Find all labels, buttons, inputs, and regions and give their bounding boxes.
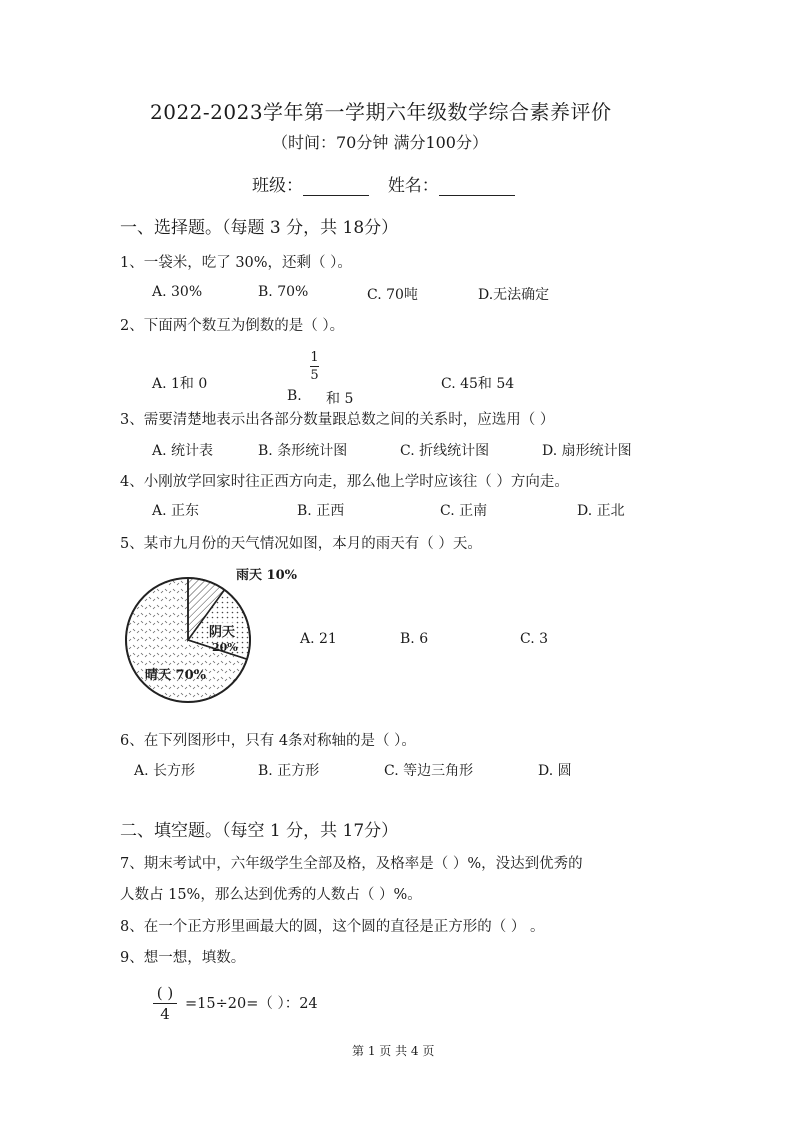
class-blank[interactable]	[303, 177, 369, 196]
pie-label-cloudy: 阴天	[209, 621, 235, 640]
q4-option-b: B. 正西	[297, 503, 345, 519]
q4-option-c: C. 正南	[440, 503, 488, 519]
q1-option-a: A. 30%	[152, 284, 203, 300]
section-heading-fill: 二、填空题。（每空 1 分，共 17分）	[120, 821, 399, 841]
question-5: 5、某市九月份的天气情况如图，本月的雨天有（ ）天。	[120, 536, 482, 552]
q9-fraction	[153, 983, 177, 1023]
class-label: 班级：	[252, 176, 303, 196]
q6-option-b: B. 正方形	[258, 763, 320, 779]
q2-option-b-suffix: 和 5	[326, 391, 354, 407]
pie-label-cloudy-pct: 20%	[212, 641, 238, 654]
question-2: 2、下面两个数互为倒数的是（ ）。	[120, 318, 345, 334]
question-8: 8、在一个正方形里画最大的圆，这个圆的直径是正方形的（ ） 。	[120, 919, 545, 935]
class-field	[252, 171, 515, 196]
page-number: 第 1 页 共 4 页	[352, 1044, 435, 1058]
q5-option-b: B. 6	[400, 631, 429, 647]
fraction-one-fifth	[310, 350, 319, 383]
question-6: 6、在下列图形中，只有 4条对称轴的是（ ）。	[120, 733, 416, 749]
q9-fraction-numerator[interactable]: ( )	[156, 984, 174, 1002]
q2-option-b-label: B.	[287, 388, 302, 404]
q1-option-c: C. 70吨	[367, 287, 418, 303]
question-1: 1、一袋米，吃了 30%，还剩（ ）。	[120, 255, 352, 271]
q3-option-d: D. 扇形统计图	[542, 443, 632, 459]
q9-expression: =15÷20=（ ）：24	[185, 996, 318, 1012]
q9-fraction-denominator: 4	[160, 1005, 170, 1023]
q2-option-b-fraction	[310, 349, 319, 383]
pie-label-rain: 雨天 10%	[236, 568, 297, 583]
exam-info: （时间：70分钟 满分100分）	[272, 133, 488, 152]
q9-fraction-bar	[153, 1003, 177, 1004]
fraction-denominator: 5	[310, 368, 319, 383]
q3-option-a: A. 统计表	[152, 443, 214, 459]
name-label: 姓名：	[387, 176, 439, 196]
pie-label-sunny: 晴天 70%	[145, 668, 206, 683]
q5-option-c: C. 3	[520, 631, 549, 647]
q6-option-c: C. 等边三角形	[384, 763, 474, 779]
question-9: 9、想一想，填数。	[120, 950, 246, 966]
question-7-line-1: 7、期末考试中，六年级学生全部及格，及格率是（ ）%，没达到优秀的	[120, 856, 583, 872]
q3-option-b: B. 条形统计图	[258, 443, 348, 459]
q3-option-c: C. 折线统计图	[400, 443, 490, 459]
q5-option-a: A. 21	[300, 631, 337, 647]
q6-option-d: D. 圆	[538, 763, 572, 779]
fraction-bar	[310, 366, 319, 367]
fraction-numerator: 1	[310, 350, 319, 365]
section-heading-choice: 一、选择题。（每题 3 分，共 18分）	[120, 218, 399, 238]
q2-option-a: A. 1和 0	[152, 376, 208, 392]
page-title: 2022-2023学年第一学期六年级数学综合素养评价	[150, 100, 612, 124]
name-blank[interactable]	[439, 177, 515, 196]
q1-option-b: B. 70%	[258, 284, 309, 300]
q2-option-c: C. 45和 54	[441, 376, 515, 392]
question-4: 4、小刚放学回家时往正西方向走，那么他上学时应该往（ ）方向走。	[120, 474, 569, 490]
q4-option-d: D. 正北	[577, 503, 625, 519]
q4-option-a: A. 正东	[152, 503, 200, 519]
question-3: 3、需要清楚地表示出各部分数量跟总数之间的关系时，应选用（ ）	[120, 412, 555, 428]
q1-option-d: D.无法确定	[478, 287, 550, 303]
q6-option-a: A. 长方形	[134, 763, 196, 779]
question-7-line-2: 人数占 15%，那么达到优秀的人数占（ ）%。	[120, 887, 422, 903]
